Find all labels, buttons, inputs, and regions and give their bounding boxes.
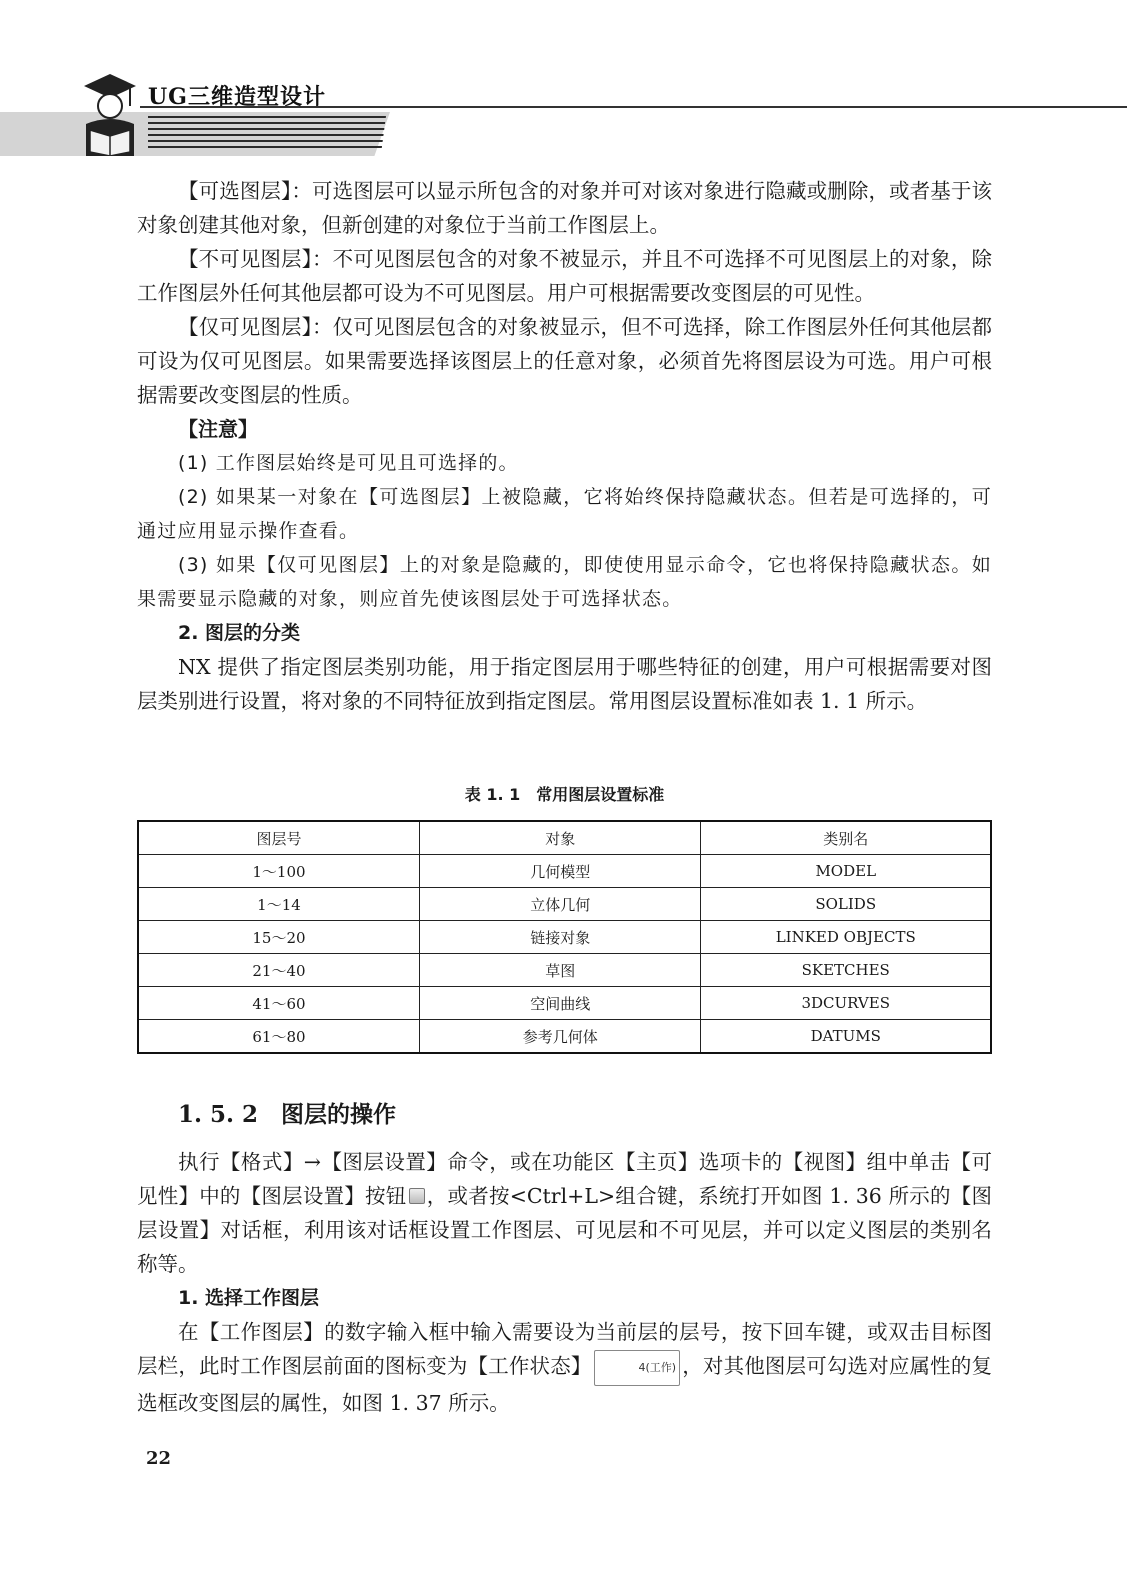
- select-work-layer-paragraph: [137, 1315, 992, 1420]
- table-cell: 1～14: [138, 888, 419, 921]
- work-state-icon: 4(工作): [594, 1350, 681, 1386]
- table-cell: DATUMS: [701, 1020, 991, 1054]
- text-run: ，对其他图层可勾选对应属性的复选框改变图层的属性，如图 1. 37 所示。: [137, 1354, 993, 1415]
- table-cell: 链接对象: [419, 921, 700, 954]
- paragraph-visible-only-layer: 【仅可见图层】：仅可见图层包含的对象被显示，但不可选择，除工作图层外任何其他层都可设为仅可见图层。如果需要选择该图层上的任意对象，必须首先将图层设为可选。用户可根据需要改变图层的性质。: [137, 315, 992, 407]
- select-work-layer-heading: 1. 选择工作图层: [178, 1287, 320, 1309]
- table-cell: SOLIDS: [701, 888, 991, 921]
- table-cell: MODEL: [701, 855, 991, 888]
- text-run: 在【工作图层】的数字输入框中输入需要设为当前层的层号，按下回车键，或双击目标图层栏，此时工作图层前面的图标变为【工作状态】: [137, 1320, 992, 1378]
- table-header-cell: 类别名: [701, 821, 991, 855]
- header-stripes: [148, 116, 386, 152]
- book-title: UG三维造型设计: [148, 84, 326, 110]
- layer-operation-paragraph: [137, 1145, 992, 1281]
- layer-settings-icon: [409, 1188, 425, 1204]
- table-cell: 立体几何: [419, 888, 700, 921]
- table-row: [138, 888, 991, 921]
- classification-paragraph: NX 提供了指定图层类别功能，用于指定图层用于哪些特征的创建，用户可根据需要对图层类别进行设置，将对象的不同特征放到指定图层。常用图层设置标准如表 1. 1 所示。: [137, 655, 992, 713]
- paragraph-selectable-layer: 【可选图层】：可选图层可以显示所包含的对象并可对该对象进行隐藏或删除，或者基于该对象创建其他对象，但新创建的对象位于当前工作图层上。: [137, 179, 992, 237]
- page-header: [0, 60, 1127, 160]
- classification-heading: 2. 图层的分类: [178, 622, 301, 644]
- table-header-cell: 对象: [419, 821, 700, 855]
- text-run: 执行【格式】→【图层设置】命令，或在功能区【主页】选项卡的【视图】组中单击【可见性】中的【图层设置】按钮: [137, 1150, 992, 1208]
- table-cell: 61～80: [138, 1020, 419, 1054]
- table-cell: 3DCURVES: [701, 987, 991, 1020]
- table-row: [138, 1020, 991, 1054]
- table-cell: 参考几何体: [419, 1020, 700, 1054]
- table-header-cell: 图层号: [138, 821, 419, 855]
- table-row: [138, 921, 991, 954]
- body-text: [137, 174, 992, 718]
- note-item-3: (3) 如果【仅可见图层】上的对象是隐藏的，即使使用显示命令，它也将保持隐藏状态。如果需要显示隐藏的对象，则应首先使该图层处于可选择状态。: [137, 554, 992, 610]
- table-cell: SKETCHES: [701, 954, 991, 987]
- section-title: 1. 5. 2 图层的操作: [178, 1101, 397, 1128]
- note-item-1: (1) 工作图层始终是可见且可选择的。: [178, 452, 519, 474]
- note-item-2: (2) 如果某一对象在【可选图层】上被隐藏，它将始终保持隐藏状态。但若是可选择的，可通过应用显示操作查看。: [137, 486, 992, 542]
- table-cell: 21～40: [138, 954, 419, 987]
- section-body: [137, 1145, 992, 1420]
- table-row: [138, 987, 991, 1020]
- table-row: [138, 954, 991, 987]
- note-heading: 【注意】: [178, 417, 258, 441]
- graduate-reader-icon: [80, 72, 140, 156]
- table-cell: 空间曲线: [419, 987, 700, 1020]
- table-cell: LINKED OBJECTS: [701, 921, 991, 954]
- table-cell: 15～20: [138, 921, 419, 954]
- table-cell: 几何模型: [419, 855, 700, 888]
- table-row: [138, 855, 991, 888]
- table-cell: 草图: [419, 954, 700, 987]
- paragraph-invisible-layer: 【不可见图层】：不可见图层包含的对象不被显示，并且不可选择不可见图层上的对象，除工作图层外任何其他层都可设为不可见图层。用户可根据需要改变图层的可见性。: [137, 247, 992, 305]
- text-run: ，或者按<Ctrl+L>组合键，系统打开如图 1. 36 所示的【图层设置】对话框，利用该对话框设置工作图层、可见层和不可见层，并可以定义图层的类别名称等。: [137, 1184, 992, 1276]
- page-number: 22: [146, 1448, 172, 1469]
- table-header-row: [138, 821, 991, 855]
- layer-standard-table: [137, 820, 992, 1054]
- table-caption: 表 1. 1 常用图层设置标准: [464, 785, 665, 804]
- table-cell: 41～60: [138, 987, 419, 1020]
- table-cell: 1～100: [138, 855, 419, 888]
